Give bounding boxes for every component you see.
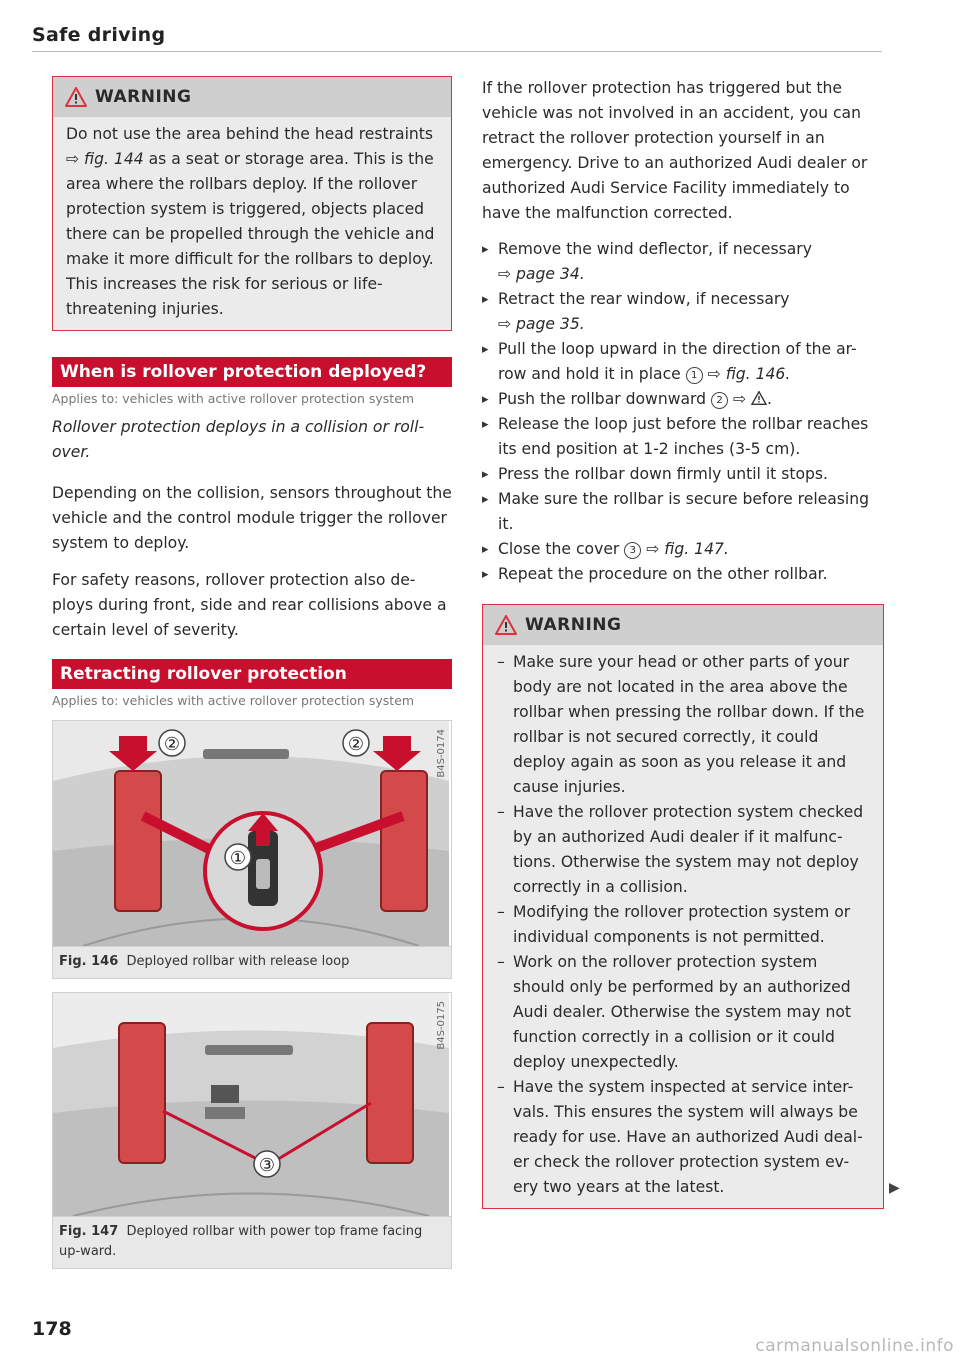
warning-box-right [482,604,884,1209]
warning-list-item: – Make sure your head or other parts of your body are not located in the area above the rollbar when pressing the rollbar down. If the rollbar is not secured correctly, it could deploy again as soon as you release it and cause injuries. [497,650,871,800]
step-item [482,462,884,487]
warning-triangle-icon [495,615,517,635]
step-text: Push the rollbar downward [498,390,711,408]
page-reference-link[interactable]: ⇨ page 35. [498,315,585,333]
step-item [482,287,884,337]
step-item [482,562,884,587]
figure-146-image [53,721,451,947]
paragraph: If the rollover protection has triggered but the vehicle was not involved in an accident, you can retract the rollover protection yourself in an emergency. Drive to an authorized Audi dealer or authorized Audi Service Facility immediately to have the malfunction corrected. [482,79,868,222]
callout-number: 2 [711,392,728,409]
figure-147 [52,992,452,1269]
warning-title: WARNING [95,87,192,107]
warning-box-left [52,76,452,331]
figure-caption [53,947,451,978]
warning-text-part: Do not use the area behind the head restraints [66,125,434,143]
warning-text-part: as a seat or storage area. This is the area where the rollbars deploy. If the rollover protection system is triggered, objects placed there can be propelled through the vehicle and make it more difficult for the rollbars to deploy. This increases the risk for serious or life-threatening injuries. [66,150,435,318]
watermark: carmanualsonline.info [755,1336,954,1356]
applies-to-note: Applies to: vehicles with active rollover protection system [52,391,415,406]
warning-list-container [483,645,883,1208]
warning-list-item: – Have the rollover protection system checked by an authorized Audi dealer if it malfunc-tions. Otherwise the system may not deploy correctly in a collision. [497,800,871,900]
callout-number: 3 [624,542,641,559]
warning-reference-link[interactable]: ⇨ [728,390,751,408]
step-text: Press the rollbar down firmly until it stops. [498,465,829,483]
callout-2-right: ② [347,734,365,755]
step-text: Make sure the rollbar is secure before releasing it. [498,490,870,533]
warning-header [53,77,451,117]
warning-list-item: – Work on the rollover protection system should only be performed by an authorized Audi dealer. Otherwise the system may not function correctly in a collision or it could deploy unexpectedly. [497,950,871,1075]
callout-1: ① [229,848,247,869]
figure-caption-text: Deployed rollbar with release loop [126,954,350,969]
page-reference-link[interactable]: ⇨ page 34. [498,265,585,283]
callout-3: ③ [258,1155,276,1176]
right-column [482,76,884,1209]
callout-2-left: ② [163,734,181,755]
figure-code: B4S-0174 [436,729,447,778]
step-item [482,487,884,537]
figure-caption [53,1217,451,1268]
continue-arrow-icon: ▶ [889,1180,900,1196]
step-text: Remove the wind deflector, if necessary [498,240,812,258]
step-text: Pull the loop upward in the direction of the ar-row and hold it in place [498,340,857,383]
section-heading-deployed: When is rollover protection deployed? [52,357,452,387]
step-item [482,337,884,387]
step-text: Release the loop just before the rollbar reaches its end position at 1-2 inches (3-5 cm). [498,415,869,458]
warning-triangle-icon [751,391,767,405]
page-number: 178 [32,1318,72,1340]
step-item: ▸ Push the rollbar downward 2 ⇨ . [482,387,884,412]
procedure-steps [482,237,884,587]
page-header-title: Safe driving [32,24,166,46]
warning-text [53,117,451,330]
warning-list [497,650,871,1200]
paragraph: For safety reasons, rollover protection also de-ploys during front, side and rear collisions above a certain level of severity. [52,571,447,639]
fig-reference-link[interactable]: ⇨ fig. 147. [641,540,729,558]
section-intro: Rollover protection deploys in a collision or roll-over. [52,418,425,461]
step-item [482,537,884,562]
left-column [52,76,452,1269]
section-heading-retracting: Retracting rollover protection [52,659,452,689]
warning-list-item: – Have the system inspected at service inter-vals. This ensures the system will always be ready for use. Have an authorized Audi deal-er check the rollover protection system ev-ery two years at the latest. [497,1075,871,1200]
figure-147-image [53,993,451,1217]
header-divider [32,51,882,52]
applies-to-note: Applies to: vehicles with active rollover protection system [52,693,415,708]
step-text: Retract the rear window, if necessary [498,290,790,308]
figure-caption-text: Deployed rollbar with power top frame facing up-ward. [59,1224,423,1259]
warning-title: WARNING [525,615,622,635]
step-item [482,412,884,462]
step-item [482,237,884,287]
figure-label: Fig. 147 [59,1224,119,1239]
fig-reference-link[interactable]: ⇨ fig. 146. [702,365,791,383]
rollbar-power-top-illustration [53,993,449,1216]
warning-triangle-icon [65,87,87,107]
warning-header [483,605,883,645]
callout-number: 1 [686,367,703,384]
figure-label: Fig. 146 [59,954,119,969]
warning-list-item: – Modifying the rollover protection system or individual components is not permitted. [497,900,871,950]
figure-146 [52,720,452,979]
paragraph: Depending on the collision, sensors throughout the vehicle and the control module trigger the rollover system to deploy. [52,484,452,552]
step-text: Repeat the procedure on the other rollbar. [498,565,828,583]
step-text: Close the cover [498,540,625,558]
figure-code: B4S-0175 [436,1001,447,1050]
rollbar-release-loop-illustration [53,721,449,946]
fig-reference-link[interactable]: ⇨ fig. 144 [66,150,144,168]
